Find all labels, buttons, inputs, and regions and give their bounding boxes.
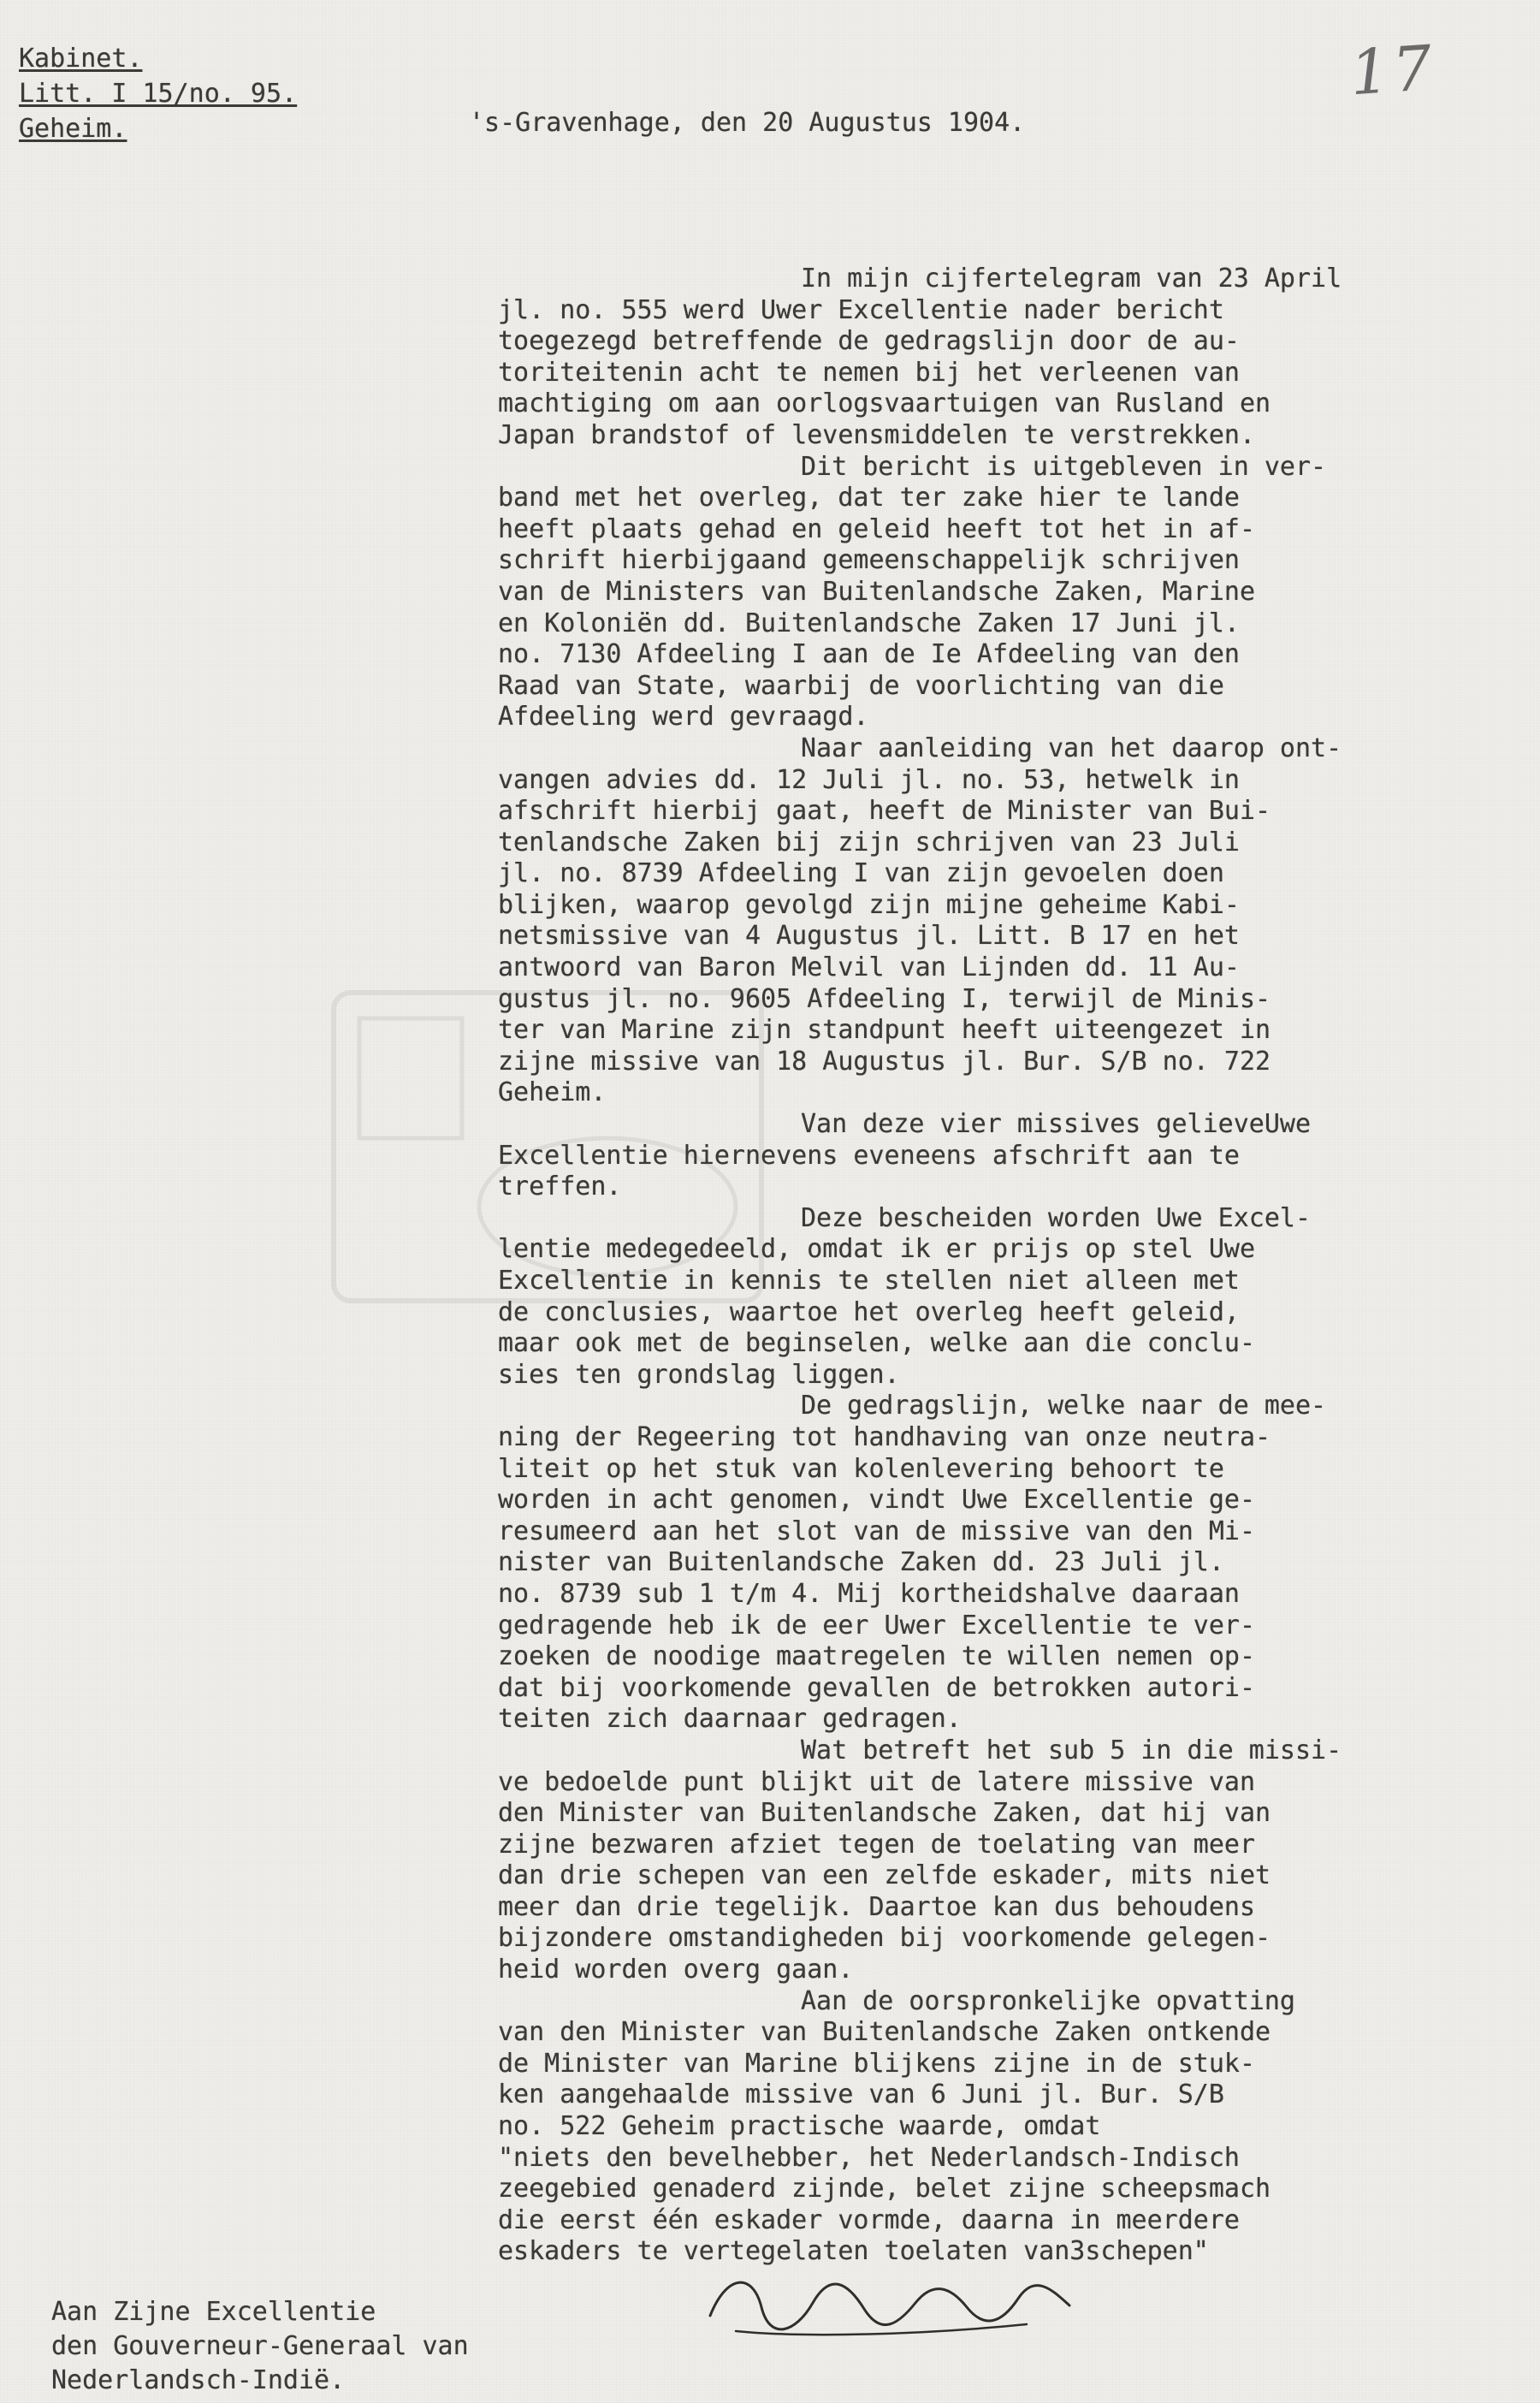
body-line: no. 7130 Afdeeling I aan de Ie Afdeeling van den xyxy=(498,639,1240,670)
body-line: ning der Regeering tot handhaving van onze neutra- xyxy=(498,1421,1271,1452)
body-line: lentie medegedeeld, omdat ik er prijs op stel Uwe xyxy=(498,1234,1256,1265)
body-line: no. 8739 sub 1 t/m 4. Mij kortheidshalve daaraan xyxy=(498,1578,1240,1609)
body-line: heeft plaats gehad en geleid heeft tot het in af- xyxy=(498,513,1256,544)
body-line: toegezegd betreffende de gedragslijn door de au- xyxy=(498,326,1240,357)
handwritten-annotation xyxy=(702,2256,1078,2341)
body-line: ter van Marine zijn standpunt heeft uiteengezet in xyxy=(498,1015,1271,1046)
body-line: "niets den bevelhebber, het Nederlandsch-Indisch xyxy=(498,2142,1240,2173)
body-line: den Minister van Buitenlandsche Zaken, dat hij van xyxy=(498,1798,1271,1829)
body-line: meer dan drie tegelijk. Daartoe kan dus behoudens xyxy=(498,1891,1256,1922)
addressee-line-3: Nederlandsch-Indië. xyxy=(51,2365,346,2395)
body-line: dan drie schepen van een zelfde eskader, mits niet xyxy=(498,1860,1271,1891)
body-line: resumeerd aan het slot van de missive van den Mi- xyxy=(498,1516,1256,1546)
handwritten-folio-number: 17 xyxy=(1348,31,1438,110)
body-line: van den Minister van Buitenlandsche Zaken ontkende xyxy=(498,2017,1271,2048)
letter-reference-header xyxy=(19,41,297,146)
body-line: toriteitenin acht te nemen bij het verleenen van xyxy=(498,357,1240,388)
addressee-line-1: Aan Zijne Excellentie xyxy=(51,2297,376,2327)
body-line: sies ten grondslag liggen. xyxy=(498,1359,900,1390)
body-line: Aan de oorspronkelijke opvatting xyxy=(801,1985,1295,2016)
body-line: band met het overleg, dat ter zake hier te lande xyxy=(498,483,1240,513)
body-line: ve bedoelde punt blijkt uit de latere missive van xyxy=(498,1766,1256,1797)
body-line: tenlandsche Zaken bij zijn schrijven van 23 Juli xyxy=(498,827,1240,857)
body-line: Japan brandstof of levensmiddelen te verstrekken. xyxy=(498,419,1256,450)
letter-body xyxy=(498,264,1507,2268)
body-line: van de Ministers van Buitenlandsche Zaken, Marine xyxy=(498,576,1256,607)
body-line: worden in acht genomen, vindt Uwe Excellentie ge- xyxy=(498,1485,1256,1516)
body-line: maar ook met de beginselen, welke aan die conclu- xyxy=(498,1328,1256,1359)
dateline: 's-Gravenhage, den 20 Augustus 1904. xyxy=(469,108,1026,138)
body-line: Raad van State, waarbij de voorlichting van die xyxy=(498,670,1224,701)
body-line: gustus jl. no. 9605 Afdeeling I, terwijl de Minis- xyxy=(498,983,1271,1014)
body-line: nister van Buitenlandsche Zaken dd. 23 Juli jl. xyxy=(498,1547,1224,1578)
header-kabinet: Kabinet. xyxy=(19,44,143,74)
body-line: vangen advies dd. 12 Juli jl. no. 53, hetwelk in xyxy=(498,764,1240,795)
body-line: Deze bescheiden worden Uwe Excel- xyxy=(801,1202,1312,1233)
body-line: antwoord van Baron Melvil van Lijnden dd. 11 Au- xyxy=(498,952,1240,983)
body-line: eskaders te vertegelaten toelaten van3schepen" xyxy=(498,2236,1209,2267)
body-line: In mijn cijfertelegram van 23 April xyxy=(801,264,1342,294)
body-line: die eerst één eskader vormde, daarna in meerdere xyxy=(498,2204,1240,2235)
body-line: Excellentie in kennis te stellen niet alleen met xyxy=(498,1266,1240,1296)
body-line: zoeken de noodige maatregelen te willen nemen op- xyxy=(498,1641,1256,1672)
body-line: no. 522 Geheim practische waarde, omdat xyxy=(498,2111,1101,2142)
body-line: Naar aanleiding van het daarop ont- xyxy=(801,733,1342,763)
body-line: Afdeeling werd gevraagd. xyxy=(498,702,869,733)
header-classification: Geheim. xyxy=(19,114,127,144)
body-line: netsmissive van 4 Augustus jl. Litt. B 17 en het xyxy=(498,921,1240,952)
body-line: Dit bericht is uitgebleven in ver- xyxy=(801,451,1327,482)
body-line: Wat betreft het sub 5 in die missi- xyxy=(801,1735,1342,1765)
body-line: liteit op het stuk van kolenlevering behoort te xyxy=(498,1453,1224,1484)
header-reference-number: Litt. I 15/no. 95. xyxy=(19,79,298,109)
addressee-line-2: den Gouverneur-Generaal van xyxy=(51,2331,469,2361)
addressee-block xyxy=(51,2295,469,2398)
body-line: machtiging om aan oorlogsvaartuigen van Rusland en xyxy=(498,389,1271,419)
body-line: afschrift hierbij gaat, heeft de Minister van Bui- xyxy=(498,796,1271,827)
body-line: treffen. xyxy=(498,1172,622,1202)
body-line: gedragende heb ik de eer Uwer Excellentie te ver- xyxy=(498,1610,1256,1641)
body-line: Excellentie hiernevens eveneens afschrift aan te xyxy=(498,1140,1240,1171)
body-line: schrift hierbijgaand gemeenschappelijk schrijven xyxy=(498,545,1240,576)
body-line: zijne missive van 18 Augustus jl. Bur. S/B no. 722 xyxy=(498,1046,1271,1077)
body-line: blijken, waarop gevolgd zijn mijne geheime Kabi- xyxy=(498,889,1240,920)
body-line: zijne bezwaren afziet tegen de toelating van meer xyxy=(498,1829,1256,1860)
body-line: jl. no. 8739 Afdeeling I van zijn gevoelen doen xyxy=(498,858,1224,889)
body-line: zeegebied genaderd zijnde, belet zijne scheepsmach xyxy=(498,2174,1271,2204)
body-line: teiten zich daarnaar gedragen. xyxy=(498,1704,962,1735)
body-line: ken aangehaalde missive van 6 Juni jl. Bur. S/B xyxy=(498,2080,1224,2110)
body-line: heid worden overg gaan. xyxy=(498,1955,854,1985)
body-line: bijzondere omstandigheden bij voorkomende gelegen- xyxy=(498,1923,1271,1954)
body-line: dat bij voorkomende gevallen de betrokken autori- xyxy=(498,1672,1256,1703)
body-line: de Minister van Marine blijkens zijne in de stuk- xyxy=(498,2048,1256,2079)
body-line: Geheim. xyxy=(498,1077,607,1108)
body-line: jl. no. 555 werd Uwer Excellentie nader bericht xyxy=(498,294,1224,325)
body-line: Van deze vier missives gelieveUwe xyxy=(801,1109,1312,1140)
body-line: en Koloniën dd. Buitenlandsche Zaken 17 Juni jl. xyxy=(498,608,1240,638)
body-line: De gedragslijn, welke naar de mee- xyxy=(801,1391,1327,1421)
body-line: de conclusies, waartoe het overleg heeft geleid, xyxy=(498,1296,1240,1327)
